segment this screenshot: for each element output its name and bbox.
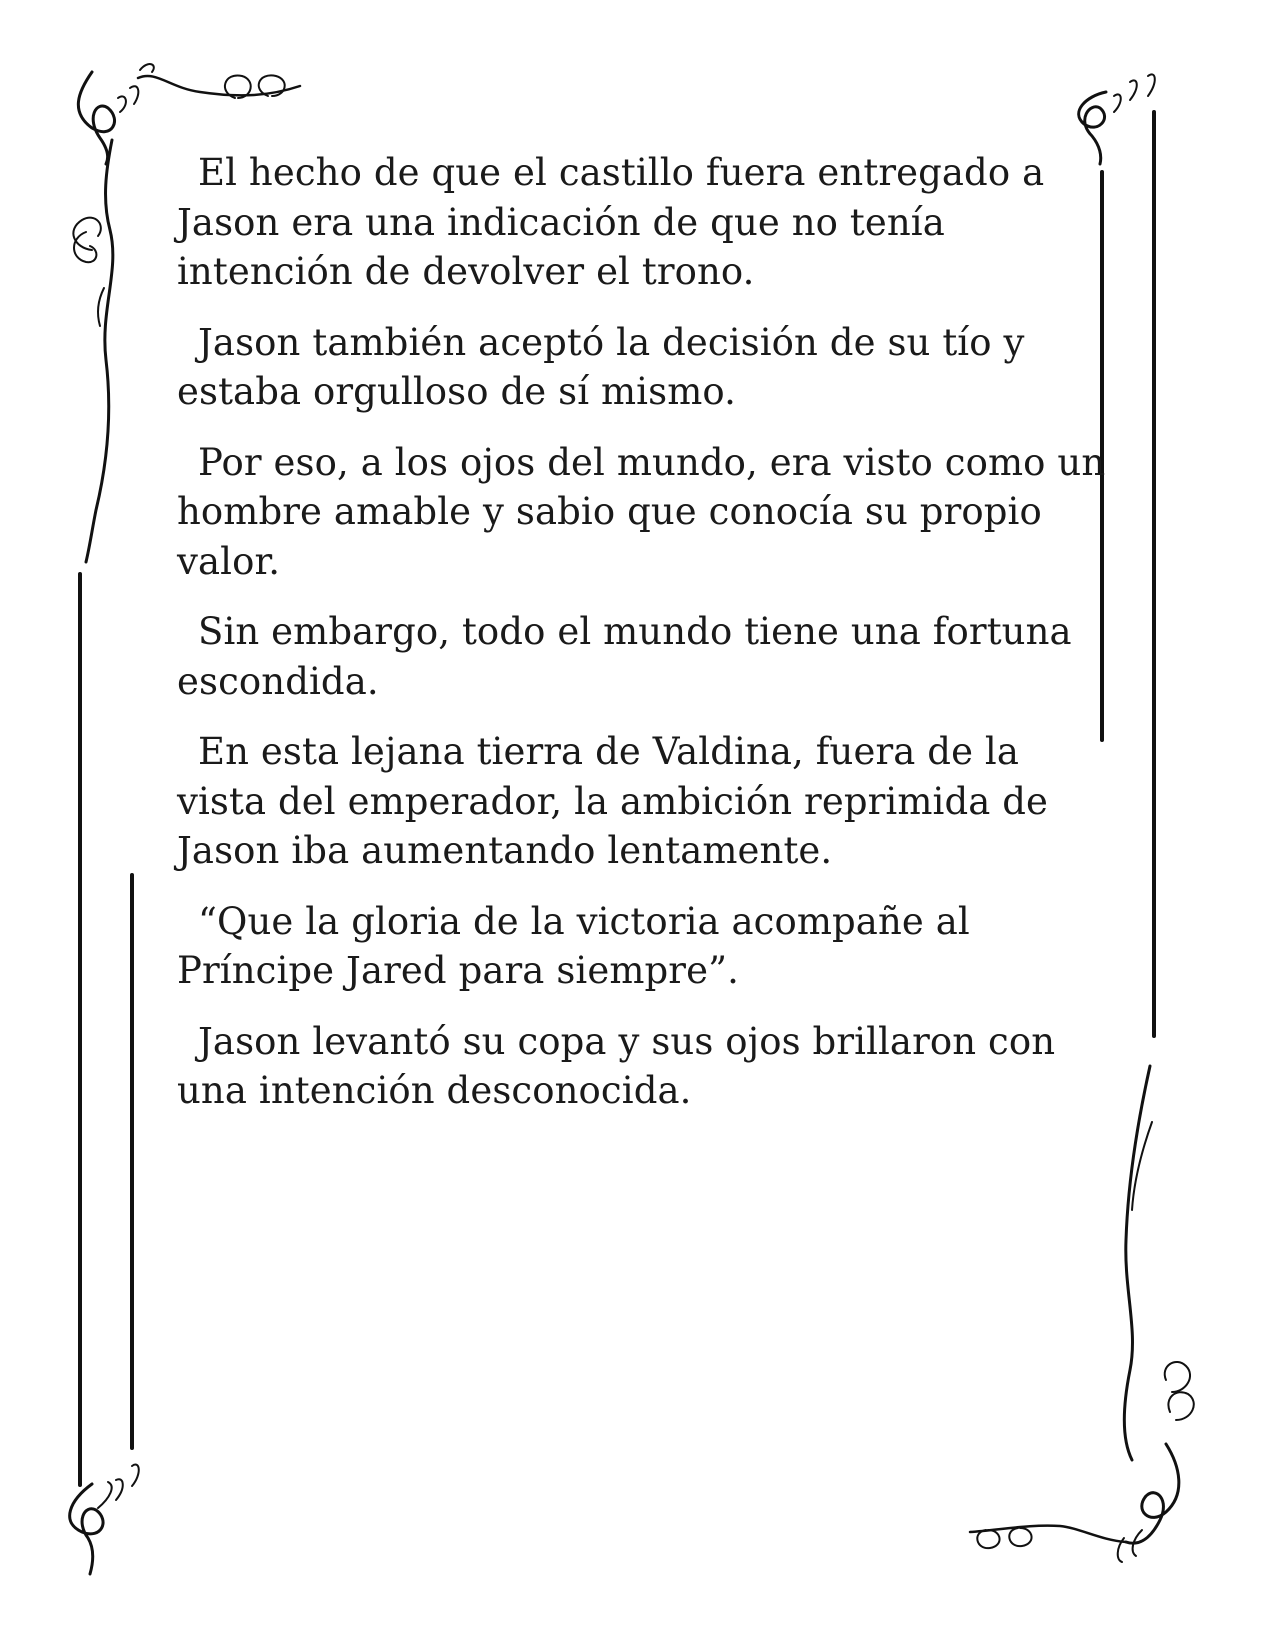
paragraph: Jason también aceptó la decisión de su tío y estaba orgulloso de sí mismo. — [177, 320, 1025, 413]
story-text — [177, 148, 1107, 1137]
dialogue-paragraph: “Que la gloria de la victoria acompañe al Príncipe Jared para siempre”. — [177, 899, 970, 992]
paragraph: Sin embargo, todo el mundo tiene una fortuna escondida. — [177, 610, 1072, 703]
bottom-right-flourish — [970, 1066, 1194, 1562]
paragraph: En esta lejana tierra de Valdina, fuera de la vista del emperador, la ambición reprimida de Jason iba aumentando lentamente. — [177, 730, 1049, 872]
paragraph: Jason levantó su copa y sus ojos brillaron con una intención desconocida. — [177, 1019, 1056, 1112]
paragraph: El hecho de que el castillo fuera entregado a Jason era una indicación de que no tenía intención de devolver el trono. — [177, 151, 1045, 293]
paragraph: Por eso, a los ojos del mundo, era visto como un hombre amable y sabio que conocía su propio valor. — [177, 440, 1106, 583]
